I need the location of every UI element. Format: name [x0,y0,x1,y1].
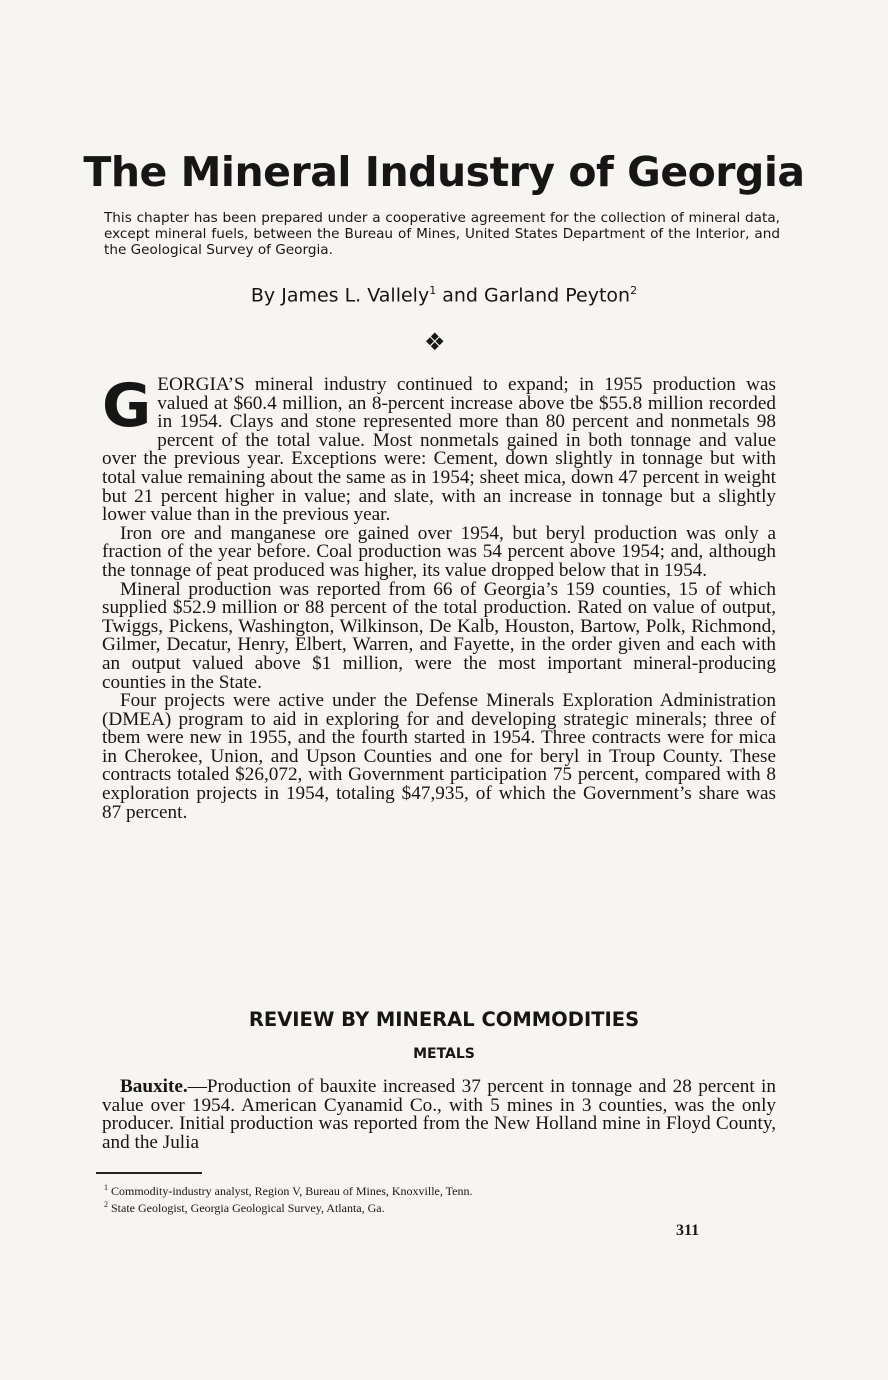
subsection-heading: METALS [413,1046,475,1062]
bauxite-section [102,1078,776,1152]
intro-paragraph-1-text: EORGIA’S mineral industry continued to expand; in 1955 production was valued at $60.4 million, an 8-percent increase above tbe $55.8 million recorded in 1954. Clays and stone represented more than 80 percent and nonmetals 98 percent of the total value. Most nonmetals gained in both tonnage and value over the previous year. Exceptions were: Cement, down slightly in tonnage but with total value remaining about the same as in 1954; sheet mica, down 47 percent in weight but 21 percent higher in value; and slate, with an increase in tonnage but a slightly lower value than in the previous year. [102,374,776,526]
intro-paragraph-3: Mineral production was reported from 66 of Georgia’s 159 counties, 15 of which supplied $52.9 million or 88 percent of the total production. Rated on value of output, Twiggs, Pickens, Washington, Wilkinson, De Kalb, Houston, Bartow, Polk, Richmond, Gilmer, Decatur, Henry, Elbert, Warren, and Fayette, in the order given and each with an output valued above $1 million, were the most important mineral-producing counties in the State. [102,578,776,693]
footnote-divider [96,1172,202,1174]
footnote-1 [104,1181,764,1198]
footnote-1-mark: 1 [104,1183,108,1192]
byline-second-author: and Garland Peyton [436,284,631,307]
footnote-2-mark: 2 [104,1200,108,1209]
footnote-mark-2: 2 [630,284,638,297]
ornament-icon: ❖ [424,328,446,356]
footnote-2 [104,1198,764,1215]
intro-paragraph-4: Four projects were active under the Defense Minerals Exploration Administration (DMEA) program to aid in exploring for and developing strategic minerals; three of tbem were new in 1955, and the fourth started in 1954. Three contracts were for mica in Cherokee, Union, and Upson Counties and one for beryl in Troup County. These contracts totaled $26,072, with Government participation 75 percent, compared with 8 exploration projects in 1954, totaling $47,935, of which the Government’s share was 87 percent. [102,690,776,823]
byline [0,284,888,306]
intro-paragraph-1 [102,371,776,526]
footnote-1-text: Commodity-industry analyst, Region V, Bureau of Mines, Knoxville, Tenn. [111,1184,473,1198]
chapter-title: The Mineral Industry of Georgia [83,148,805,196]
bauxite-paragraph [102,1078,776,1152]
bauxite-run-head: Bauxite. [120,1076,188,1097]
footnotes [104,1181,764,1215]
intro-paragraph-2: Iron ore and manganese ore gained over 1954, but beryl production was only a fraction of the year before. Coal production was 54 percent above 1954; and, although the tonnage of peat produced was higher, its value dropped below that in 1954. [102,522,776,581]
page-number: 311 [676,1222,700,1239]
intro-body [102,371,776,823]
bauxite-text: —Production of bauxite increased 37 percent in tonnage and 28 percent in value over 1954. American Cyanamid Co., with 5 mines in 3 counties, was the only producer. Initial production was reported from the New Holland mine in Floyd County, and the Julia [102,1076,776,1153]
byline-first-author: By James L. Vallely [250,284,430,307]
cooperative-agreement-note: This chapter has been prepared under a cooperative agreement for the collection of mineral data, except mineral fuels, between the Bureau of Mines, United States Department of the Interior, and the Geological Survey of Georgia. [104,210,780,258]
footnote-2-text: State Geologist, Georgia Geological Survey, Atlanta, Ga. [111,1201,385,1215]
footnote-mark-1: 1 [429,284,437,297]
section-heading: REVIEW BY MINERAL COMMODITIES [248,1008,640,1031]
drop-cap: G [102,371,152,441]
